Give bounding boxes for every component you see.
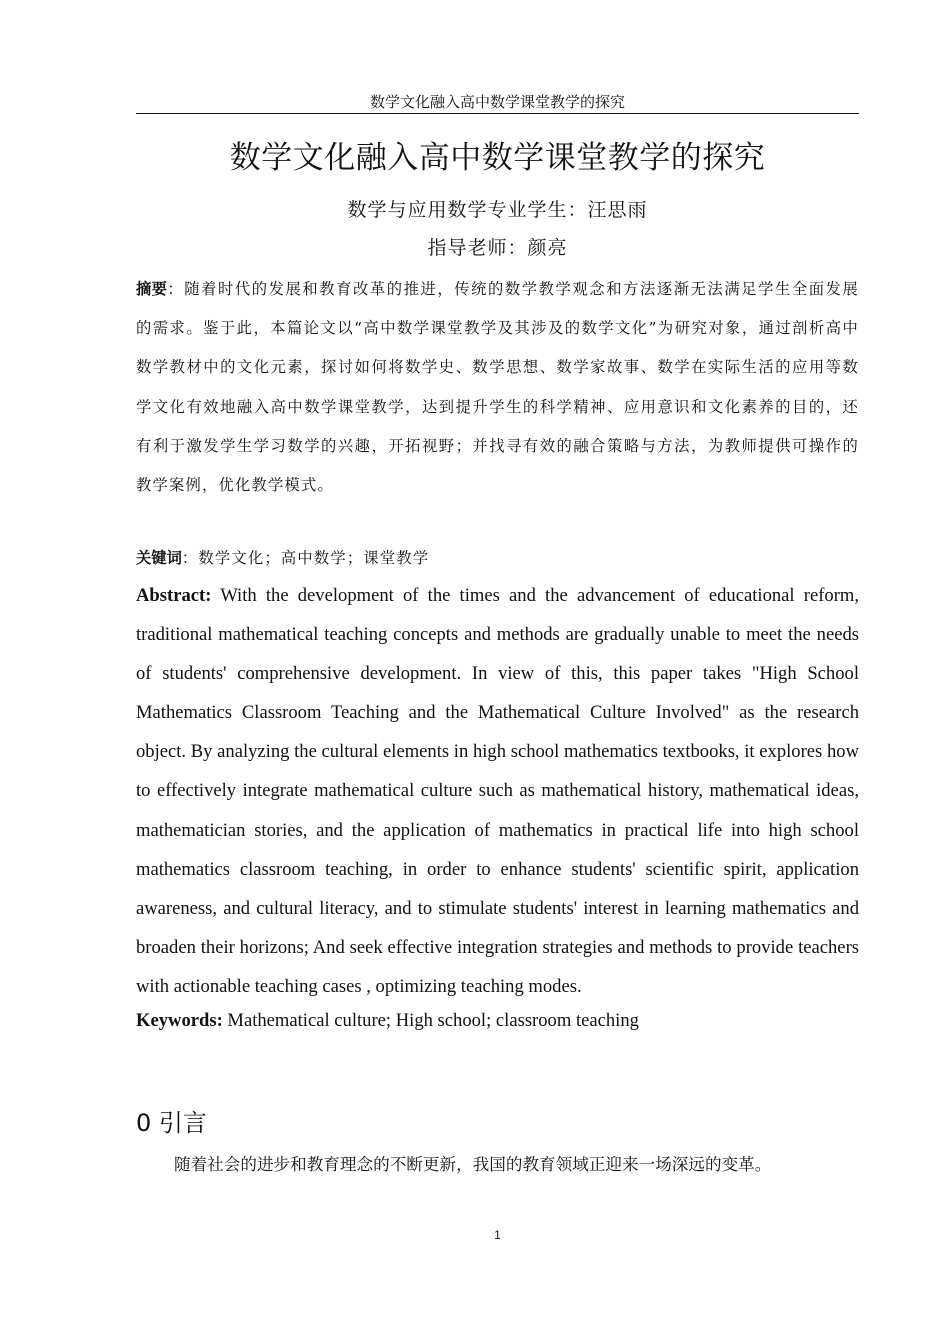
advisor-line: 指导老师：颜亮 bbox=[427, 237, 568, 259]
chinese-keywords bbox=[136, 543, 859, 573]
chinese-keywords-label: 关键词 bbox=[136, 549, 182, 567]
chinese-abstract-label: 摘要 bbox=[136, 280, 168, 298]
running-header: 数学文化融入高中数学课堂教学的探究 bbox=[369, 93, 625, 111]
english-keywords bbox=[136, 1005, 859, 1037]
english-keywords-text: Mathematical culture; High school; classroom teaching bbox=[222, 1010, 639, 1031]
english-abstract-label: Abstract: bbox=[136, 585, 212, 606]
page-number: 1 bbox=[494, 1228, 501, 1242]
chinese-abstract-text: ：随着时代的发展和教育改革的推进，传统的数学教学观念和方法逐渐无法满足学生全面发展的需求。鉴于此，本篇论文以“高中数学课堂教学及其涉及的数学文化”为研究对象，通过剖析高中数学教材中的文化元素，探讨如何将数学史、数学思想、数学家故事、数学在实际生活的应用等数学文化有效地融入高中数学课堂教学，达到提升学生的科学精神、应用意识和文化素养的目的，还有利于激发学生学习数学的兴趣，开拓视野；并找寻有效的融合策略与方法，为教师提供可操作的教学案例，优化教学模式。 bbox=[136, 280, 859, 495]
paper-title: 数学文化融入高中数学课堂教学的探究 bbox=[229, 140, 766, 176]
section-heading: 0 引言 bbox=[136, 1109, 207, 1137]
body-paragraph: 随着社会的进步和教育理念的不断更新，我国的教育领域正迎来一场深远的变革。 bbox=[174, 1155, 772, 1174]
chinese-abstract bbox=[136, 270, 859, 505]
header-rule bbox=[136, 113, 859, 114]
english-keywords-label: Keywords: bbox=[136, 1010, 223, 1031]
author-line: 数学与应用数学专业学生：汪思雨 bbox=[347, 199, 648, 221]
english-abstract-text: With the development of the times and the advancement of educational reform, traditional mathematical teaching concepts and methods are gradually unable to meet the needs of students' comprehensive development. In view of this, this paper takes "High School Mathematics Classroom Teaching and the Mathematical Culture Involved" as the research object. By analyzing the cultural elements in high school mathematics textbooks, it explores how to effectively integrate mathematical culture such as mathematical history, mathematical ideas, mathematician stories, and the application of mathematics in practical life into high school mathematics classroom teaching, in order to enhance students' scientific spirit, application awareness, and cultural literacy, and to stimulate students' interest in learning mathematics and broaden their horizons; And seek effective integration strategies and methods to provide teachers with actionable teaching cases , optimizing teaching modes. bbox=[136, 585, 859, 997]
english-abstract bbox=[136, 576, 859, 1006]
chinese-keywords-text: ：数学文化；高中数学；课堂教学 bbox=[181, 549, 430, 567]
